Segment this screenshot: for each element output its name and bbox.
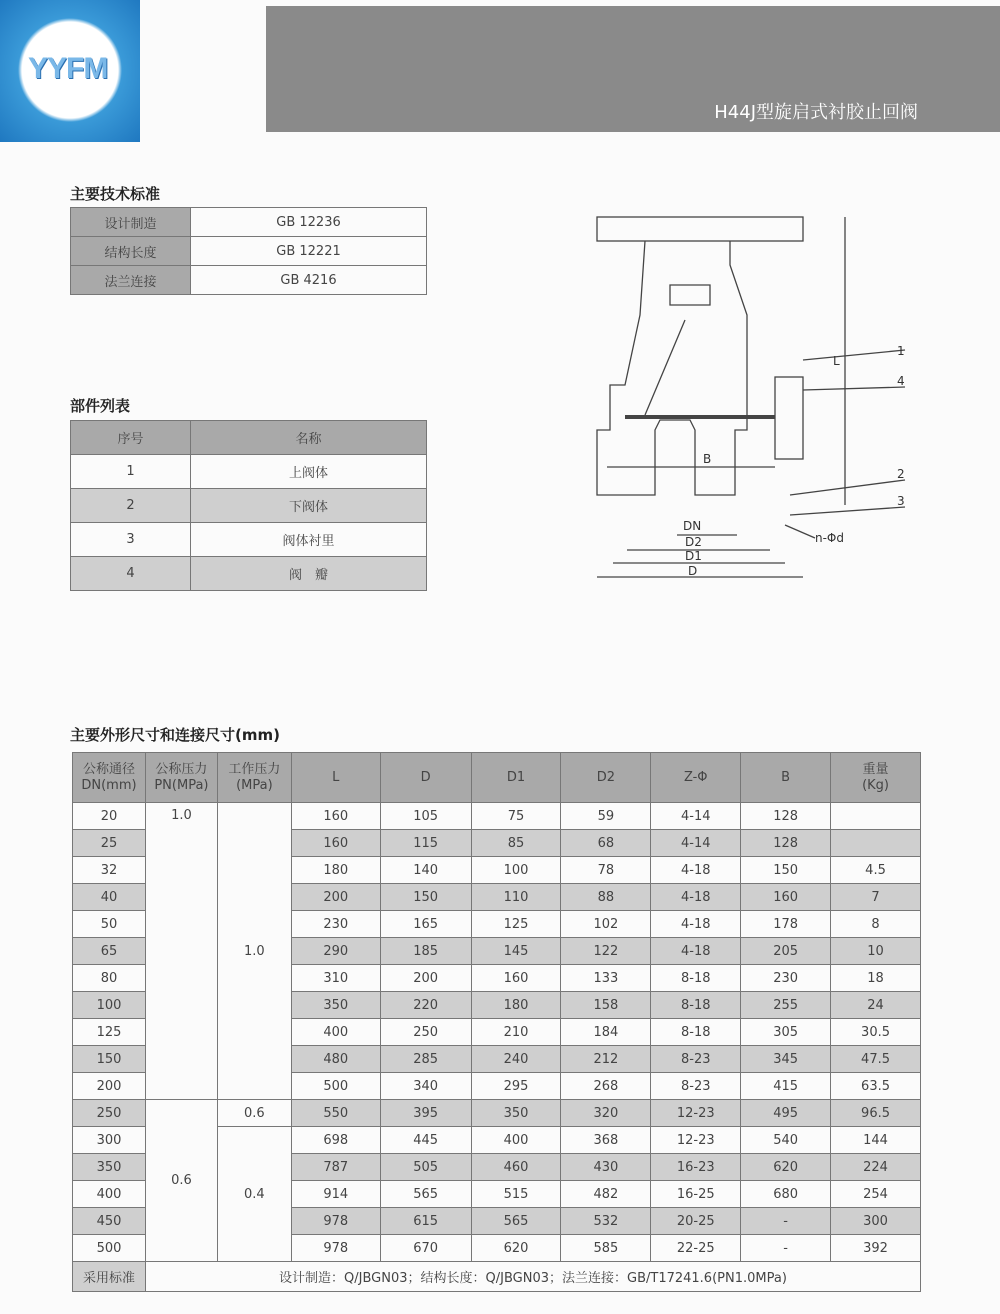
label-1: 1: [897, 344, 905, 358]
value-cell: 68: [561, 830, 651, 857]
label-B: B: [703, 452, 712, 466]
part-name: 下阀体: [191, 489, 427, 523]
value-cell: 4-18: [651, 857, 741, 884]
standard-value: GB 12236: [191, 208, 427, 237]
wp-cell: 1.0: [217, 803, 291, 1100]
value-cell: 4-18: [651, 884, 741, 911]
value-cell: 430: [561, 1154, 651, 1181]
value-cell: 532: [561, 1208, 651, 1235]
value-cell: 787: [291, 1154, 380, 1181]
value-cell: 350: [471, 1100, 561, 1127]
value-cell: 18: [831, 965, 921, 992]
product-title: H44J型旋启式衬胶止回阀: [714, 102, 918, 123]
table-row: [71, 523, 427, 557]
value-cell: 10: [831, 938, 921, 965]
value-cell: -: [741, 1235, 831, 1262]
value-cell: 8: [831, 911, 921, 938]
value-cell: 505: [380, 1154, 471, 1181]
value-cell: 128: [741, 803, 831, 830]
part-number: 4: [71, 557, 191, 591]
value-cell: 128: [741, 830, 831, 857]
table-row: [71, 455, 427, 489]
value-cell: 125: [471, 911, 561, 938]
value-cell: 8-18: [651, 965, 741, 992]
value-cell: 8-18: [651, 1019, 741, 1046]
value-cell: 160: [471, 965, 561, 992]
part-name: 上阀体: [191, 455, 427, 489]
dn-cell: 400: [73, 1181, 146, 1208]
value-cell: [831, 803, 921, 830]
column-header: D2: [561, 753, 651, 803]
value-cell: 212: [561, 1046, 651, 1073]
pn-cell: 1.0: [145, 803, 217, 1100]
label-2: 2: [897, 467, 905, 481]
value-cell: 122: [561, 938, 651, 965]
value-cell: 59: [561, 803, 651, 830]
dn-cell: 125: [73, 1019, 146, 1046]
value-cell: 268: [561, 1073, 651, 1100]
dims-heading: 主要外形尺寸和连接尺寸(mm): [70, 726, 280, 744]
label-D: D: [688, 564, 698, 578]
bolt: [775, 377, 803, 459]
value-cell: 180: [471, 992, 561, 1019]
label-n-phi-d: n-Φd: [815, 531, 844, 545]
value-cell: 63.5: [831, 1073, 921, 1100]
table-row: [71, 266, 427, 295]
standard-value: GB 4216: [191, 266, 427, 295]
table-row: [71, 489, 427, 523]
column-header: 公称压力 PN(MPa): [145, 753, 217, 803]
value-cell: 85: [471, 830, 561, 857]
value-cell: 680: [741, 1181, 831, 1208]
value-cell: 392: [831, 1235, 921, 1262]
value-cell: 368: [561, 1127, 651, 1154]
table-row: [71, 208, 427, 237]
value-cell: 8-23: [651, 1073, 741, 1100]
column-header: Z-Φ: [651, 753, 741, 803]
value-cell: 914: [291, 1181, 380, 1208]
valve-section-diagram: [585, 205, 915, 585]
column-header: L: [291, 753, 380, 803]
value-cell: 565: [380, 1181, 471, 1208]
standard-label: 法兰连接: [71, 266, 191, 295]
part-name: 阀 瓣: [191, 557, 427, 591]
value-cell: 24: [831, 992, 921, 1019]
value-cell: 20-25: [651, 1208, 741, 1235]
value-cell: 350: [291, 992, 380, 1019]
value-cell: 515: [471, 1181, 561, 1208]
value-cell: 200: [291, 884, 380, 911]
value-cell: 8-23: [651, 1046, 741, 1073]
table-row: [71, 557, 427, 591]
value-cell: 160: [291, 803, 380, 830]
value-cell: 160: [291, 830, 380, 857]
value-cell: 320: [561, 1100, 651, 1127]
value-cell: 395: [380, 1100, 471, 1127]
value-cell: 185: [380, 938, 471, 965]
part-number: 1: [71, 455, 191, 489]
parts-heading: 部件列表: [70, 397, 131, 415]
title-band: [266, 6, 1000, 132]
value-cell: 305: [741, 1019, 831, 1046]
hinge-box: [670, 285, 710, 305]
value-cell: 220: [380, 992, 471, 1019]
value-cell: 4-18: [651, 911, 741, 938]
value-cell: 140: [380, 857, 471, 884]
dn-cell: 32: [73, 857, 146, 884]
value-cell: 978: [291, 1208, 380, 1235]
column-header: B: [741, 753, 831, 803]
label-D2: D2: [685, 535, 702, 549]
column-header: 序号: [71, 421, 191, 455]
dn-cell: 300: [73, 1127, 146, 1154]
dn-cell: 100: [73, 992, 146, 1019]
value-cell: 22-25: [651, 1235, 741, 1262]
value-cell: 115: [380, 830, 471, 857]
value-cell: 16-23: [651, 1154, 741, 1181]
column-header: 名称: [191, 421, 427, 455]
value-cell: 78: [561, 857, 651, 884]
value-cell: 480: [291, 1046, 380, 1073]
dn-cell: 450: [73, 1208, 146, 1235]
column-header: 重量 (Kg): [831, 753, 921, 803]
label-DN: DN: [683, 519, 702, 533]
dn-cell: 25: [73, 830, 146, 857]
value-cell: 615: [380, 1208, 471, 1235]
part-number: 2: [71, 489, 191, 523]
dn-cell: 20: [73, 803, 146, 830]
value-cell: 345: [741, 1046, 831, 1073]
table-row: [71, 421, 427, 455]
value-cell: 255: [741, 992, 831, 1019]
value-cell: 158: [561, 992, 651, 1019]
part-name: 阀体衬里: [191, 523, 427, 557]
value-cell: 415: [741, 1073, 831, 1100]
column-header: D1: [471, 753, 561, 803]
value-cell: 96.5: [831, 1100, 921, 1127]
value-cell: 565: [471, 1208, 561, 1235]
value-cell: 250: [380, 1019, 471, 1046]
value-cell: 290: [291, 938, 380, 965]
value-cell: 495: [741, 1100, 831, 1127]
dn-cell: 200: [73, 1073, 146, 1100]
footer-text: 设计制造：Q/JBGN03；结构长度：Q/JBGN03；法兰连接：GB/T17241.6(PN1.0MPa): [145, 1262, 920, 1292]
value-cell: 300: [831, 1208, 921, 1235]
value-cell: 47.5: [831, 1046, 921, 1073]
value-cell: 75: [471, 803, 561, 830]
value-cell: 150: [741, 857, 831, 884]
dn-cell: 50: [73, 911, 146, 938]
value-cell: 30.5: [831, 1019, 921, 1046]
value-cell: 698: [291, 1127, 380, 1154]
footer-label: 采用标准: [73, 1262, 146, 1292]
dn-cell: 500: [73, 1235, 146, 1262]
value-cell: 110: [471, 884, 561, 911]
value-cell: 540: [741, 1127, 831, 1154]
column-header: D: [380, 753, 471, 803]
standard-label: 设计制造: [71, 208, 191, 237]
top-flange: [597, 217, 803, 241]
value-cell: 4.5: [831, 857, 921, 884]
value-cell: 12-23: [651, 1100, 741, 1127]
value-cell: 978: [291, 1235, 380, 1262]
label-3: 3: [897, 494, 905, 508]
value-cell: [831, 830, 921, 857]
standard-value: GB 12221: [191, 237, 427, 266]
part-number: 3: [71, 523, 191, 557]
value-cell: 400: [471, 1127, 561, 1154]
value-cell: 165: [380, 911, 471, 938]
value-cell: 620: [471, 1235, 561, 1262]
value-cell: 184: [561, 1019, 651, 1046]
value-cell: 670: [380, 1235, 471, 1262]
logo-text: YYFM: [28, 52, 108, 85]
value-cell: 210: [471, 1019, 561, 1046]
value-cell: 285: [380, 1046, 471, 1073]
table-row: [71, 237, 427, 266]
value-cell: 240: [471, 1046, 561, 1073]
value-cell: 133: [561, 965, 651, 992]
label-4: 4: [897, 374, 905, 388]
value-cell: 460: [471, 1154, 561, 1181]
dn-cell: 80: [73, 965, 146, 992]
label-L: L: [833, 354, 840, 368]
table-row: [73, 1100, 921, 1127]
value-cell: 160: [741, 884, 831, 911]
disc-arm: [645, 320, 685, 415]
value-cell: 340: [380, 1073, 471, 1100]
value-cell: 150: [380, 884, 471, 911]
value-cell: 500: [291, 1073, 380, 1100]
dn-cell: 350: [73, 1154, 146, 1181]
value-cell: 4-18: [651, 938, 741, 965]
value-cell: 145: [471, 938, 561, 965]
value-cell: 230: [741, 965, 831, 992]
value-cell: 254: [831, 1181, 921, 1208]
value-cell: 400: [291, 1019, 380, 1046]
pn-cell: 0.6: [145, 1100, 217, 1262]
value-cell: 550: [291, 1100, 380, 1127]
value-cell: 16-25: [651, 1181, 741, 1208]
value-cell: 178: [741, 911, 831, 938]
value-cell: 12-23: [651, 1127, 741, 1154]
valve-body-outline: [597, 241, 747, 495]
column-header: 公称通径 DN(mm): [73, 753, 146, 803]
wp-cell: 0.6: [217, 1100, 291, 1127]
value-cell: 295: [471, 1073, 561, 1100]
wp-cell: 0.4: [217, 1127, 291, 1262]
value-cell: 144: [831, 1127, 921, 1154]
value-cell: 7: [831, 884, 921, 911]
value-cell: 585: [561, 1235, 651, 1262]
dn-cell: 250: [73, 1100, 146, 1127]
value-cell: 180: [291, 857, 380, 884]
value-cell: 4-14: [651, 803, 741, 830]
value-cell: 445: [380, 1127, 471, 1154]
table-row: [73, 803, 921, 830]
column-header: 工作压力 (MPa): [217, 753, 291, 803]
value-cell: 205: [741, 938, 831, 965]
value-cell: 8-18: [651, 992, 741, 1019]
table-row: [73, 1262, 921, 1292]
dn-cell: 40: [73, 884, 146, 911]
dn-cell: 150: [73, 1046, 146, 1073]
value-cell: 200: [380, 965, 471, 992]
standards-table: [70, 207, 427, 295]
value-cell: 100: [471, 857, 561, 884]
value-cell: 88: [561, 884, 651, 911]
dimensions-table: [72, 752, 921, 1292]
company-logo: [0, 0, 140, 142]
label-D1: D1: [685, 549, 702, 563]
value-cell: 224: [831, 1154, 921, 1181]
value-cell: -: [741, 1208, 831, 1235]
value-cell: 620: [741, 1154, 831, 1181]
dn-cell: 65: [73, 938, 146, 965]
standard-label: 结构长度: [71, 237, 191, 266]
value-cell: 482: [561, 1181, 651, 1208]
parts-table: [70, 420, 427, 591]
value-cell: 230: [291, 911, 380, 938]
value-cell: 4-14: [651, 830, 741, 857]
value-cell: 105: [380, 803, 471, 830]
table-row: [73, 753, 921, 803]
standards-heading: 主要技术标准: [70, 185, 161, 203]
value-cell: 102: [561, 911, 651, 938]
value-cell: 310: [291, 965, 380, 992]
